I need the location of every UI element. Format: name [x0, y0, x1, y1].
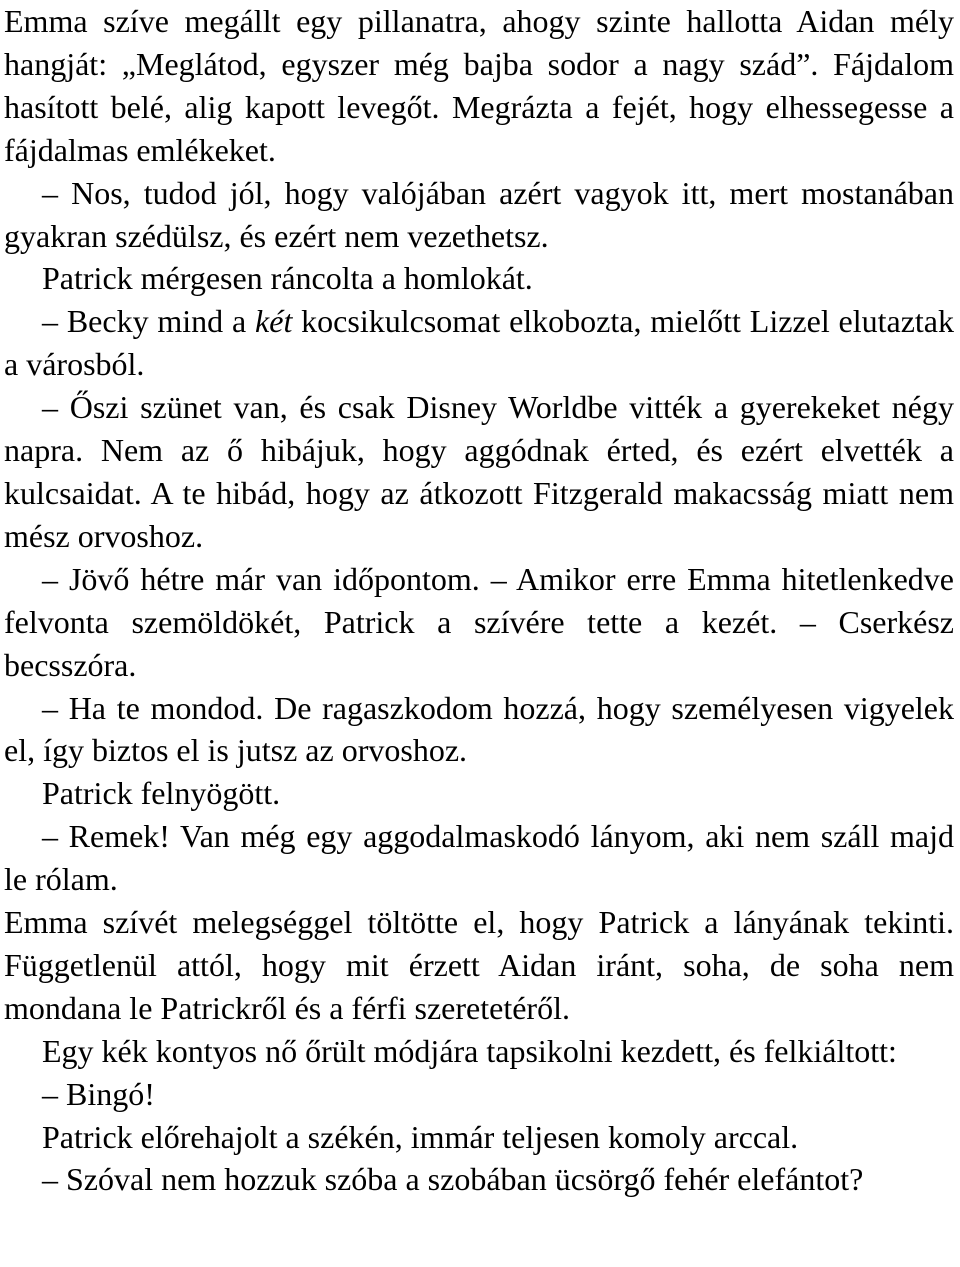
paragraph: – Őszi szünet van, és csak Disney Worldbe vitték a gyerekeket négy napra. Nem az ő hibájuk, hogy aggódnak érted, és ezért elvették a kulcsaidat. A te hibád, hogy az átkozott Fitzgerald makacsság miatt nem mész orvoshoz. — [4, 389, 954, 554]
emphasis: két — [255, 303, 293, 340]
paragraph: – Ha te mondod. De ragaszkodom hozzá, hogy személyesen vigyelek el, így biztos el is jutsz az orvoshoz. — [4, 689, 954, 769]
paragraph: – Jövő hétre már van időpontom. – Amikor erre Emma hitetlenkedve felvonta szemöldökét, Patrick a szívére tette a kezét. – Cserkész becsszóra. — [4, 560, 954, 683]
paragraph: – Becky mind a két kocsikulcsomat elkobozta, mielőtt Lizzel elutaztak a városból. — [4, 303, 955, 383]
paragraph: Patrick előrehajolt a székén, immár teljesen komoly arccal. — [42, 1118, 799, 1155]
paragraph: – Remek! Van még egy aggodalmaskodó lányom, aki nem száll majd le rólam. — [4, 818, 954, 898]
paragraph: Emma szíve megállt egy pillanatra, ahogy szinte hallotta Aidan mély hangját: „Meglátod, egyszer még bajba sodor a nagy szád”. Fájdalom hasított belé, alig kapott levegőt. Megrázta a fejét, hogy elhessegesse a fájdalmas emlékeket. — [4, 3, 954, 168]
paragraph: Emma szívét melegséggel töltötte el, hogy Patrick a lányának tekinti. Függetlenül attól, hogy mit érzett Aidan iránt, soha, de soha nem mondana le Patrickről és a férfi szeretetéről. — [4, 904, 954, 1026]
paragraph: – Nos, tudod jól, hogy valójában azért vagyok itt, mert mostanában gyakran szédülsz, és ezért nem vezethetsz. — [4, 174, 954, 254]
paragraph: Patrick mérgesen ráncolta a homlokát. — [42, 260, 533, 297]
paragraph: – Bingó! — [42, 1075, 155, 1112]
paragraph: Egy kék kontyos nő őrült módjára tapsikolni kezdett, és felkiáltott: — [42, 1032, 897, 1069]
paragraph: Patrick felnyögött. — [42, 775, 281, 812]
paragraph: – Szóval nem hozzuk szóba a szobában ücsörgő fehér elefántot? — [42, 1161, 864, 1198]
